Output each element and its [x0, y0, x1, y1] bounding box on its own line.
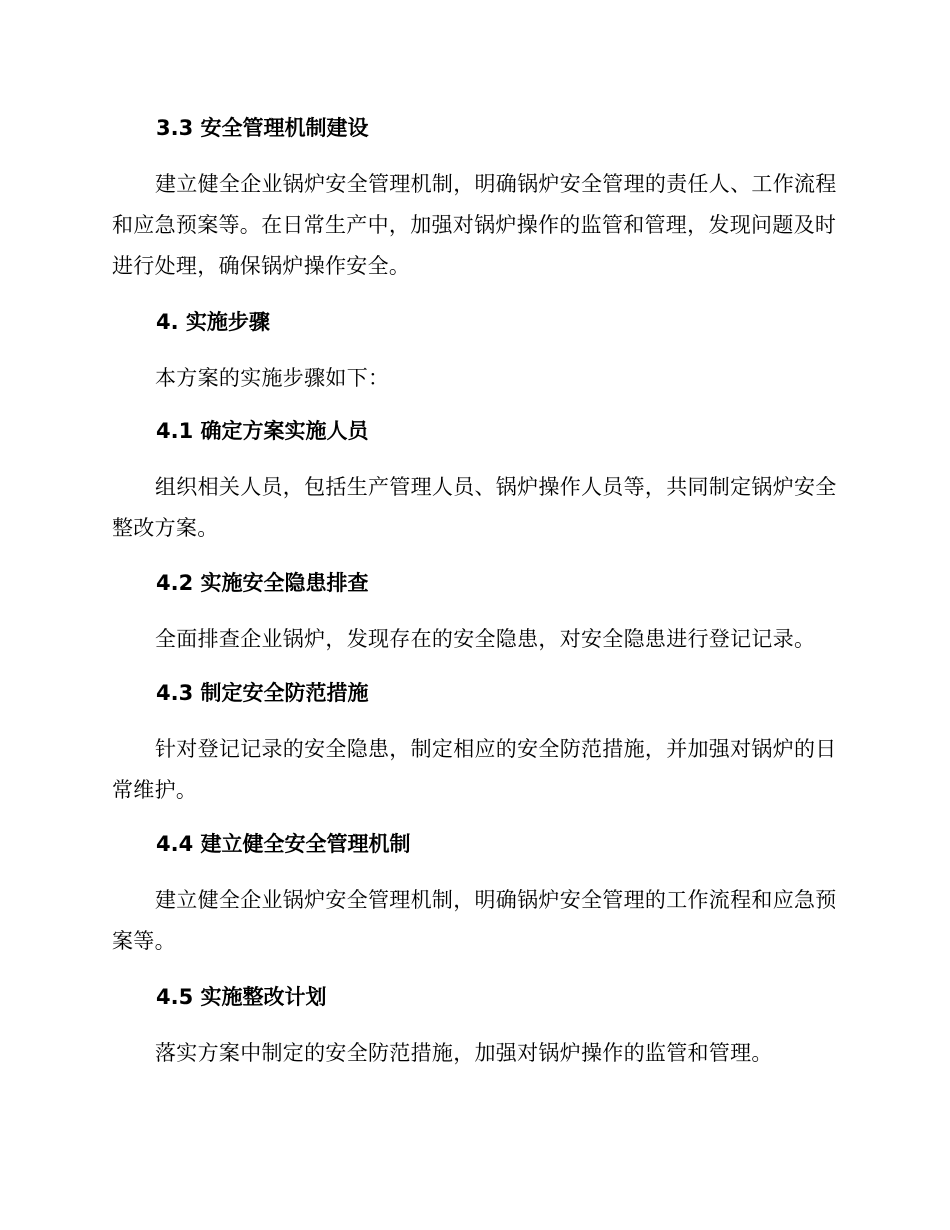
section-heading-4-2: 4.2 实施安全隐患排查 [156, 571, 369, 595]
paragraph-rectification-plan: 落实方案中制定的安全防范措施，加强对锅炉操作的监管和管理。 [155, 1041, 773, 1065]
paragraph-prevention-measures: 针对登记记录的安全隐患，制定相应的安全防范措施，并加强对锅炉的日常维护。 [112, 737, 837, 802]
paragraph-management-mechanism: 建立健全企业锅炉安全管理机制，明确锅炉安全管理的工作流程和应急预案等。 [112, 888, 837, 953]
paragraph-hazard-check: 全面排查企业锅炉，发现存在的安全隐患，对安全隐患进行登记记录。 [155, 627, 816, 651]
paragraph-safety-mechanism: 建立健全企业锅炉安全管理机制，明确锅炉安全管理的责任人、工作流程和应急预案等。在日常生产中，加强对锅炉操作的监管和管理，发现问题及时进行处理，确保锅炉操作安全。 [112, 172, 837, 278]
section-heading-4: 4. 实施步骤 [156, 310, 270, 334]
section-heading-4-1: 4.1 确定方案实施人员 [156, 419, 369, 443]
paragraph-personnel: 组织相关人员，包括生产管理人员、锅炉操作人员等，共同制定锅炉安全整改方案。 [112, 475, 837, 540]
section-heading-4-4: 4.4 建立健全安全管理机制 [156, 832, 411, 856]
paragraph-steps-intro: 本方案的实施步骤如下： [155, 366, 390, 390]
section-heading-3-3: 3.3 安全管理机制建设 [156, 116, 369, 140]
section-heading-4-3: 4.3 制定安全防范措施 [156, 681, 369, 705]
section-heading-4-5: 4.5 实施整改计划 [156, 985, 327, 1009]
